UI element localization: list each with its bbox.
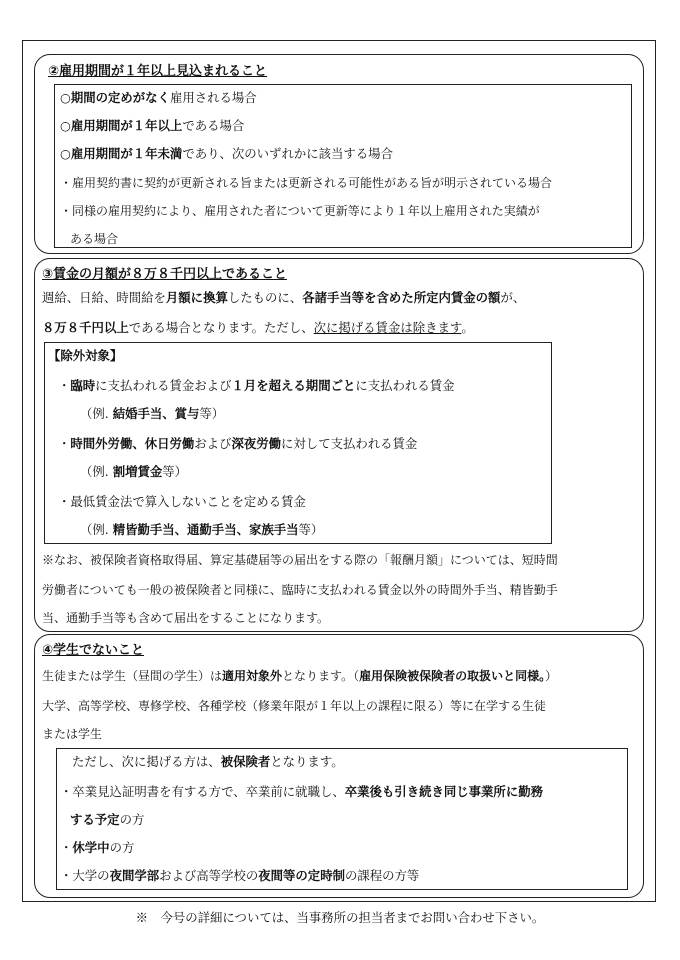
exclusion-title: 【除外対象】	[48, 348, 123, 363]
section3-note-2: 労働者についても一般の被保険者と同様に、臨時に支払われる賃金以外の時間外手当、精皆勤手	[42, 583, 558, 597]
section4-item-2: ・休学中の方	[60, 840, 135, 855]
exclusion-item-1-example: （例. 結婚手当、賞与等）	[80, 406, 225, 421]
section2-box	[54, 84, 632, 248]
exclusion-item-2-example: （例. 割増賃金等）	[80, 464, 188, 479]
section4-title: ④学生でないこと	[42, 643, 145, 658]
exclusion-item-2: ・時間外労働、休日労働および深夜労働に対して支払われる賃金	[58, 436, 418, 451]
section4-item-3: ・大学の夜間学部および高等学校の夜間等の定時制の課程の方等	[60, 868, 420, 883]
section3-note-1: ※なお、被保険者資格取得届、算定基礎届等の届出をする際の「報酬月額」については、短時間	[42, 553, 558, 567]
section3-para-2: ８万８千円以上である場合となります。ただし、次に掲げる賃金は除きます。	[42, 320, 474, 335]
section2-item-3: ○雇用期間が１年未満であり、次のいずれかに該当する場合	[60, 146, 393, 161]
section3-para-1: 週給、日給、時間給を月額に換算したものに、各諸手当等を含めた所定内賃金の額が、	[42, 290, 526, 305]
section4-para-2: 大学、高等学校、専修学校、各種学校（修業年限が１年以上の課程に限る）等に在学する生徒	[42, 699, 547, 713]
section2-item-2: ○雇用期間が１年以上である場合	[60, 118, 245, 133]
section2-bullet-2: ・同様の雇用契約により、雇用された者について更新等により１年以上雇用された実績が	[60, 204, 540, 218]
footer-note: ※ 今号の詳細については、当事務所の担当者までお問い合わせ下さい。	[135, 910, 545, 925]
section4-para-1: 生徒または学生（昼間の学生）は適用対象外となります。（雇用保険被保険者の取扱いと同様。）	[42, 669, 558, 683]
section3-note-3: 当、通勤手当等も含めて届出をすることになります。	[42, 611, 330, 625]
section2-title: ②雇用期間が１年以上見込まれること	[48, 64, 268, 79]
exclusion-item-1: ・臨時に支払われる賃金および１月を超える期間ごとに支払われる賃金	[58, 378, 455, 393]
section2-bullet-2-cont: ある場合	[70, 232, 119, 246]
section2-bullet-1: ・雇用契約書に契約が更新される旨または更新される可能性がある旨が明示されている場合	[60, 176, 553, 190]
exclusion-item-3: ・最低賃金法で算入しないことを定める賃金	[58, 494, 306, 509]
section4-para-3: または学生	[42, 727, 103, 741]
section3-title: ③賃金の月額が８万８千円以上であること	[42, 267, 288, 282]
exclusion-item-3-example: （例. 精皆勤手当、通勤手当、家族手当等）	[80, 522, 324, 537]
section4-item-1-cont: する予定の方	[70, 812, 145, 827]
section2-item-1: ○期間の定めがなく雇用される場合	[60, 90, 257, 105]
section4-item-1: ・卒業見込証明書を有する方で、卒業前に就職し、卒業後も引き続き同じ事業所に勤務	[60, 784, 543, 799]
section4-box-intro: ただし、次に掲げる方は、被保険者となります。	[72, 754, 344, 769]
